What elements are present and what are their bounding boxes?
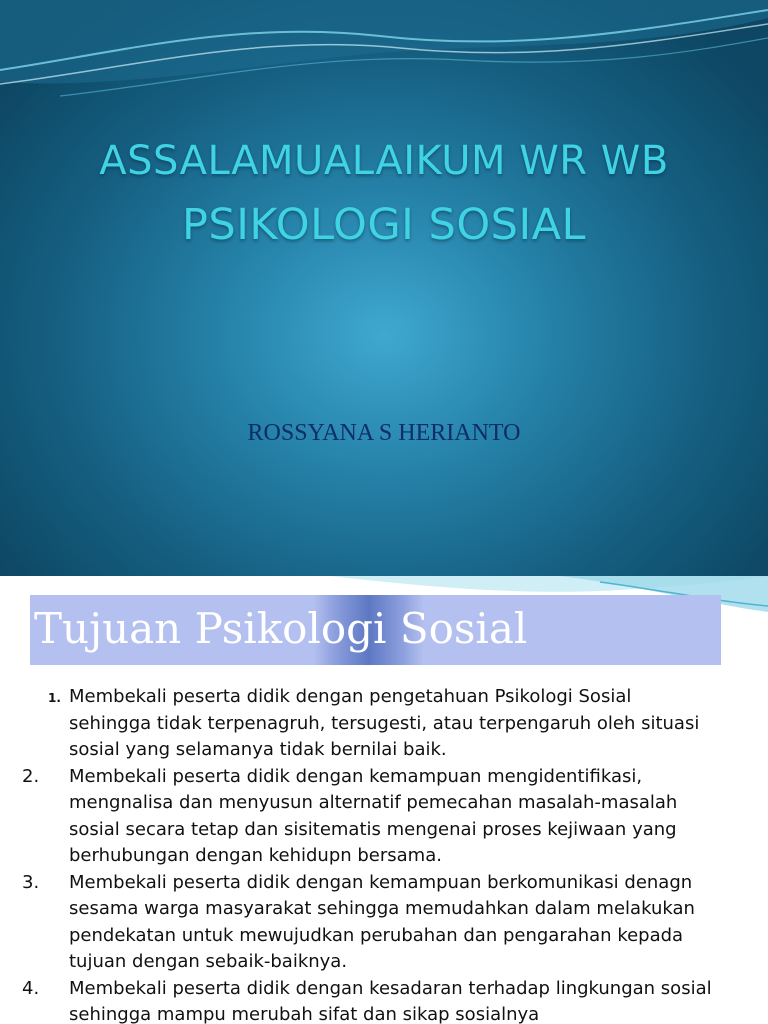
item-text: Membekali peserta didik dengan kemampuan mengidentifikasi, mengnalisa dan menyusun alternatif pemecahan masalah-masalah sosial secara tetap dan sisitematis mengenai proses kejiwaan yang berhubungan dengan kehidupn bersama. [69, 765, 678, 866]
item-number: 4. [22, 977, 40, 999]
author-name: ROSSYANA S HERIANTO [247, 420, 521, 446]
wave-decoration [0, 0, 768, 110]
item-text: Membekali peserta didik dengan kemampuan berkomunikasi denagn sesama warga masyarakat sehingga memudahkan dalam melakukan pendekatan untuk mewujudkan perubahan dan pengarahan kepada tujuan dengan sebaik-baiknya. [69, 871, 695, 972]
list-item [0, 764, 719, 870]
objectives-list [0, 684, 768, 1024]
item-text: Membekali peserta didik dengan kesadaran terhadap lingkungan sosial sehingga mampu merubah sifat dan sikap sosialnya [69, 977, 712, 1024]
slide-title-line2: PSIKOLOGI SOSIAL [181, 200, 587, 250]
list-item [0, 870, 719, 976]
item-number: 3. [22, 871, 40, 893]
item-number: 2. [22, 765, 40, 787]
list-item [0, 684, 719, 764]
list-item [0, 976, 719, 1024]
slide-title-line1: ASSALAMUALAIKUM WR WB [99, 138, 669, 184]
content-slide [0, 576, 768, 1024]
slide-heading: Tujuan Psikologi Sosial [34, 604, 528, 653]
item-number: 1. [48, 691, 61, 705]
item-text: Membekali peserta didik dengan pengetahuan Psikologi Sosial sehingga tidak terpenagruh, tersugesti, atau terpengaruh oleh situasi sosial yang selamanya tidak bernilai baik. [69, 686, 700, 760]
